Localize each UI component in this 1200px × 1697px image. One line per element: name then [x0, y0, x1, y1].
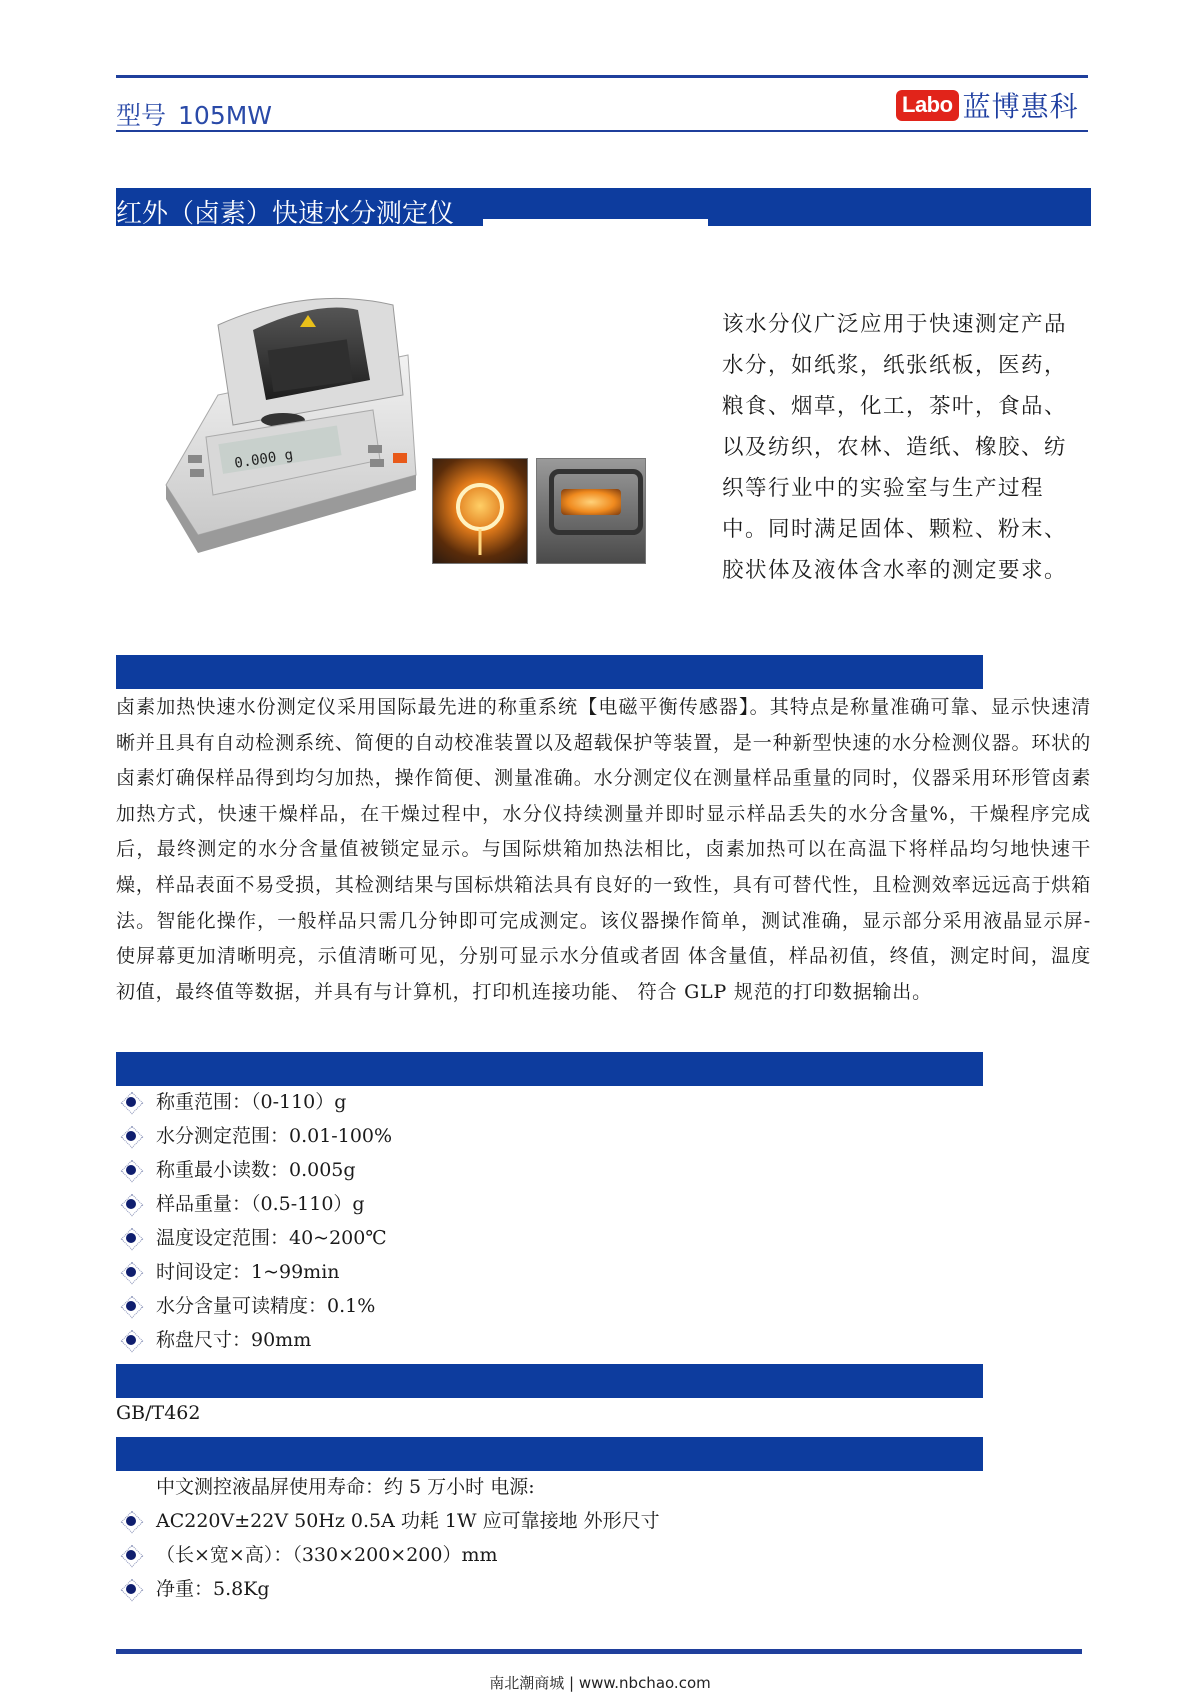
bullet-icon — [120, 1295, 142, 1317]
list-item: 称盘尺寸：90mm — [120, 1323, 820, 1357]
title-bar-right — [708, 188, 1091, 226]
list-item: 样品重量：（0.5-110）g — [120, 1187, 820, 1221]
section-bar-other — [116, 1437, 983, 1471]
list-item: 净重：5.8Kg — [120, 1572, 820, 1606]
footer-text: 南北潮商城 | www.nbchao.com — [489, 1674, 711, 1692]
section-bar-description — [116, 655, 983, 689]
halogen-lamp-image — [432, 458, 528, 564]
page-title: 红外（卤素）快速水分测定仪 — [116, 199, 455, 229]
brand-logo — [896, 85, 1079, 125]
footer-rule — [116, 1649, 1082, 1654]
list-item: （长×宽×高）：（330×200×200）mm — [120, 1538, 820, 1572]
bullet-icon — [120, 1578, 142, 1600]
bullet-icon — [120, 1329, 142, 1351]
bullet-icon — [120, 1227, 142, 1249]
list-item: 中文测控液晶屏使用寿命：约 5 万小时 电源: — [156, 1476, 535, 1498]
section-bar-standard — [116, 1364, 983, 1398]
list-item: AC220V±22V 50Hz 0.5A 功耗 1W 应可靠接地 外形尺寸 — [120, 1504, 820, 1538]
logo-mark: Labo — [896, 90, 959, 121]
header-bottom-rule — [116, 130, 1088, 132]
title-bar-gap — [483, 219, 708, 226]
section-bar-specs — [116, 1052, 983, 1086]
bullet-icon — [120, 1544, 142, 1566]
other-list — [120, 1470, 820, 1606]
bullet-icon — [120, 1261, 142, 1283]
bullet-icon — [120, 1510, 142, 1532]
bullet-icon — [120, 1159, 142, 1181]
list-item: 称重最小读数：0.005g — [120, 1153, 820, 1187]
moisture-analyzer-image — [158, 285, 433, 560]
heating-chamber-image — [536, 458, 646, 564]
bullet-icon — [120, 1091, 142, 1113]
logo-name: 蓝博惠科 — [962, 90, 1079, 123]
header-top-rule — [116, 75, 1088, 78]
intro-text: 该水分仪广泛应用于快速测定产品水分，如纸浆，纸张纸板，医药，粮食、烟草，化工，茶叶，食品、以及纺织，农林、造纸、橡胶、纺织等行业中的实验室与生产过程中。同时满足固体、颗粒、粉末、胶状体及液体含水率的测定要求。 — [722, 312, 1068, 583]
svg-text:0.000 g: 0.000 g — [233, 446, 295, 472]
list-item: 水分含量可读精度：0.1% — [120, 1289, 820, 1323]
bullet-icon — [120, 1125, 142, 1147]
bullet-icon — [120, 1193, 142, 1215]
description-text: 卤素加热快速水份测定仪采用国际最先进的称重系统【电磁平衡传感器】。其特点是称量准确可靠、显示快速清晰并且具有自动检测系统、简便的自动校准装置以及超载保护等装置，是一种新型快速的水分检测仪器。环状的卤素灯确保样品得到均匀加热，操作简便、测量准确。水分测定仪在测量样品重量的同时，仪器采用环形管卤素加热方式，快速干燥样品，在干燥过程中，水分仪持续测量并即时显示样品丢失的水分含量%，干燥程序完成后，最终测定的水分含量值被锁定显示。与国际烘箱加热法相比，卤素加热可以在高温下将样品均匀地快速干燥，样品表面不易受损，其检测结果与国标烘箱法具有良好的一致性，具有可替代性，且检测效率远远高于烘箱法。智能化操作，一般样品只需几分钟即可完成测定。该仪器操作简单，测试准确，显示部分采用液晶显示屏-使屏幕更加清晰明亮，示值清晰可见，分别可显示水分值或者固 体含量值，样品初值，终值，测定时间，温度初值，最终值等数据，并具有与计算机，打印机连接功能、 符合 GLP 规范的打印数据输出。 — [116, 696, 1091, 1003]
list-item: 称重范围：（0-110）g — [120, 1085, 820, 1119]
standard-text: GB/T462 — [116, 1402, 201, 1424]
list-item: 温度设定范围：40~200℃ — [120, 1221, 820, 1255]
specs-list — [120, 1085, 820, 1357]
model-label: 型号 105MW — [116, 101, 273, 130]
list-item: 时间设定：1~99min — [120, 1255, 820, 1289]
list-item: 水分测定范围：0.01-100% — [120, 1119, 820, 1153]
